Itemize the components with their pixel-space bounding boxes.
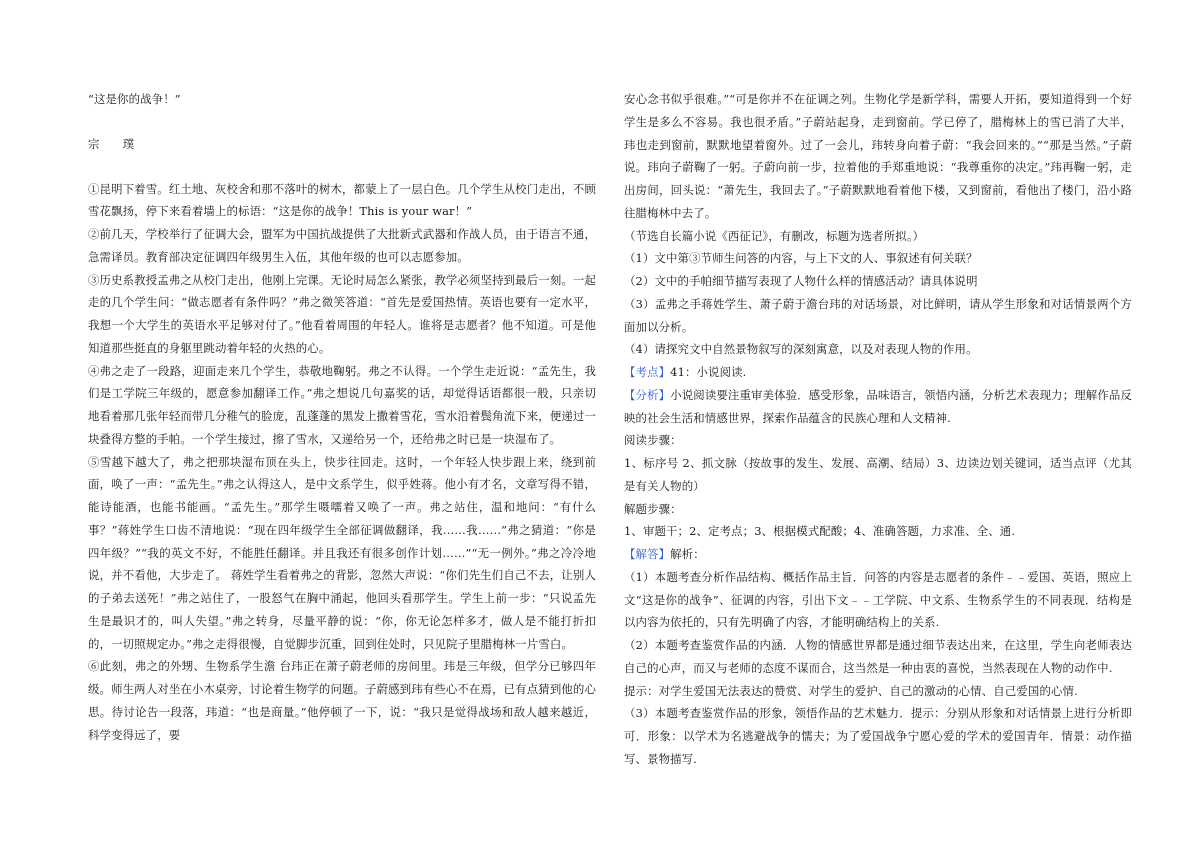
reading-steps: 1、标序号 2、抓文脉（按故事的发生、发展、高潮、结局）3、边读边划关键词，适当点评（尤其是有关人物的）	[624, 456, 1132, 493]
solving-steps-label: 解题步骤：	[624, 501, 682, 516]
question-4: （4）请探究文中自然景物叙写的深刻寓意，以及对表现人物的作用。	[624, 342, 978, 357]
kaodian-tag: 【考点】	[624, 365, 671, 379]
question-1: （1）文中第③节师生问答的内容，与上下文的人、事叙述有何关联？	[624, 251, 978, 266]
fenxi-tag: 【分析】	[624, 387, 671, 402]
paragraph-5: ⑤雪越下越大了，弗之把那块湿布顶在头上，快步往回走。这时，一个年轻人快步跟上来，绕到前面，唤了一声：“孟先生。”弗之认得这人，是中文系学生，似乎姓蒋。他小有才名，文章写得不错，能诗能酒，也能书能画。“孟先生。”那学生嗫嚅着又唤了一声。弗之站住，温和地问：“有什么事？”蒋姓学生口齿不清地说：“现在四年级学生全部征调做翻译，我……我……”弗之猜道：“你是四年级？”“我的英文不好，不能胜任翻译。并且我还有很多创作计划……”“无一例外。”弗之冷冷地说，并不看他，大步走了。 蒋姓学生看着弗之的背影，忽然大声说：“你们先生们自己不去，让别人的子弟去送死！”弗之站住了，一股怒气在胸中涌起，他回头看那学生。学生上前一步：“只说孟先生是最识才的，叫人失望。”弗之转身，尽量平静的说：“你，你无论怎样多才，做人是不能打折扣的，一切照规定办。”弗之走得很慢，自觉脚步沉重，回到住处时，只见院子里腊梅林一片雪白。	[88, 454, 596, 651]
paragraph-1: ①昆明下着雪。红土地、灰校舍和那不落叶的树木，都蒙上了一层白色。几个学生从校门走出，不顾雪花飘扬，停下来看着墙上的标语：“这是你的战争！This is your war！”	[88, 181, 596, 219]
solving-steps: 1、审题干；2、定考点；3、根据模式配酸；4、准确答题，力求准、全、通.	[624, 524, 1016, 539]
right-column	[624, 88, 1132, 771]
paragraph-3: ③历史系教授孟弗之从校门走出，他刚上完课。无论时局怎么紧张，教学必须坚持到最后一刻。一起走的几个学生问：“做志愿者有条件吗？”弗之微笑答道：“首先是爱国热情。英语也要有一定水平，我想一个大学生的英语水平足够对付了。”他看着周围的年轻人。谁将是志愿者？他不知道。可是他知道那些挺直的身躯里跳动着年轻的火热的心。	[88, 272, 596, 355]
paragraph-6-continued: 安心念书似乎很难。”“可是你并不在征调之列。生物化学是新学科，需要人开拓，要知道得到一个好学生是多么不容易。我也很矛盾。”子蔚站起身，走到窗前。学已停了，腊梅林上的雪已消了大半，玮也走到窗前，默默地望着窗外。过了一会儿，玮转身向着子蔚：“我会回来的。”“那是当然。”子蔚说。玮向子蔚鞠了一躬。子蔚向前一步，拉着他的手郑重地说：“我尊重你的决定。”玮再鞠一躬，走出房间，回头说：“萧先生，我回去了。”子蔚默默地看着他下楼，又到窗前，看他出了楼门，沿小路往腊梅林中去了。	[624, 92, 1132, 220]
kaodian-text: 41：小说阅读.	[670, 365, 747, 379]
jieda-section	[624, 543, 1132, 566]
reading-steps-label: 阅读步骤：	[624, 433, 682, 448]
jieda-tag: 【解答】	[624, 547, 671, 561]
question-2: （2）文中的手帕细节描写表现了人物什么样的情感活动？请具体说明	[624, 274, 978, 288]
source-note: （节选自长篇小说《西征记》，有删改，标题为选者所拟。）	[624, 228, 925, 243]
left-column	[88, 88, 596, 746]
answer-1: （1）本题考查分析作品结构、概括作品主旨．问答的内容是志愿者的条件﹣﹣爱国、英语，照应上文“这是你的战争”、征调的内容，引出下文﹣﹣工学院、中文系、生物系学生的不同表现．结构是以内容为依托的，只有先明确了内容，才能明确结构上的关系.	[624, 569, 1132, 630]
jieda-text: 解析：	[670, 547, 705, 561]
paragraph-2: ②前几天，学校举行了征调大会，盟军为中国抗战提供了大批新式武器和作战人员，由于语言不通，急需译员。教育部决定征调四年级男生入伍，其他年级的也可以志愿参加。	[88, 227, 596, 264]
article-author: 宗 璞	[88, 136, 141, 151]
article-title: “这是你的战争！”	[88, 92, 181, 106]
paragraph-4: ④弗之走了一段路，迎面走来几个学生，恭敬地鞠躬。弗之不认得。一个学生走近说：“孟先生，我们是工学院三年级的，愿意参加翻译工作。”弗之想说几句嘉奖的话，却觉得话语都很一般，只亲切地看着那几张年轻而带几分稚气的脸庞，乱蓬蓬的黑发上撒着雪花，雪水沿着鬓角流下来，便递过一块叠得方整的手帕。一个学生接过，擦了雪水，又递给另一个，还给弗之时已是一块湿布了。	[88, 363, 596, 446]
kaodian-section	[624, 361, 1132, 384]
question-3: （3）孟弗之手蒋姓学生、萧子蔚于澹台玮的对话场景，对比鲜明，请从学生形象和对话情景两个方面加以分析。	[624, 296, 1132, 334]
fenxi-section	[624, 384, 1132, 430]
answer-2: （2）本题考查鉴赏作品的内涵．人物的情感世界都是通过细节表达出来，在这里，学生向老师表达自己的心声，而又与老师的态度不谋而合，这当然是一种由衷的喜悦，当然表现在人物的动作中.	[624, 638, 1132, 675]
answer-3: （3）本题考查鉴赏作品的形象，领悟作品的艺术魅力．提示：分别从形象和对话情景上进行分析即可．形象：以学术为名逃避战争的懦夫；为了爱国战争宁愿心爱的学术的爱国青年．情景：动作描写、景物描写.	[624, 706, 1132, 766]
answer-hint: 提示：对学生爱国无法表达的赞赏、对学生的爱护、自己的激动的心情、自己爱国的心情.	[624, 683, 1078, 698]
fenxi-text: 小说阅读要注重审美体验．感受形象，品味语言，领悟内涵，分析艺术表现力；理解作品反映的社会生活和情感世界，探索作品蕴含的民族心理和人文精神.	[624, 387, 1132, 425]
paragraph-6: ⑥此刻，弗之的外甥、生物系学生澹 台玮正在萧子蔚老师的房间里。玮是三年级，但学分已够四年级。师生两人对坐在小木桌旁，讨论着生物学的问题。子蔚感到玮有些心不在焉，已有点猜到他的心思。待讨论告一段落，玮道：“也是商量。”他停顿了一下，说：“我只是觉得战场和敌人越来越近，科学变得远了，要	[88, 659, 596, 742]
